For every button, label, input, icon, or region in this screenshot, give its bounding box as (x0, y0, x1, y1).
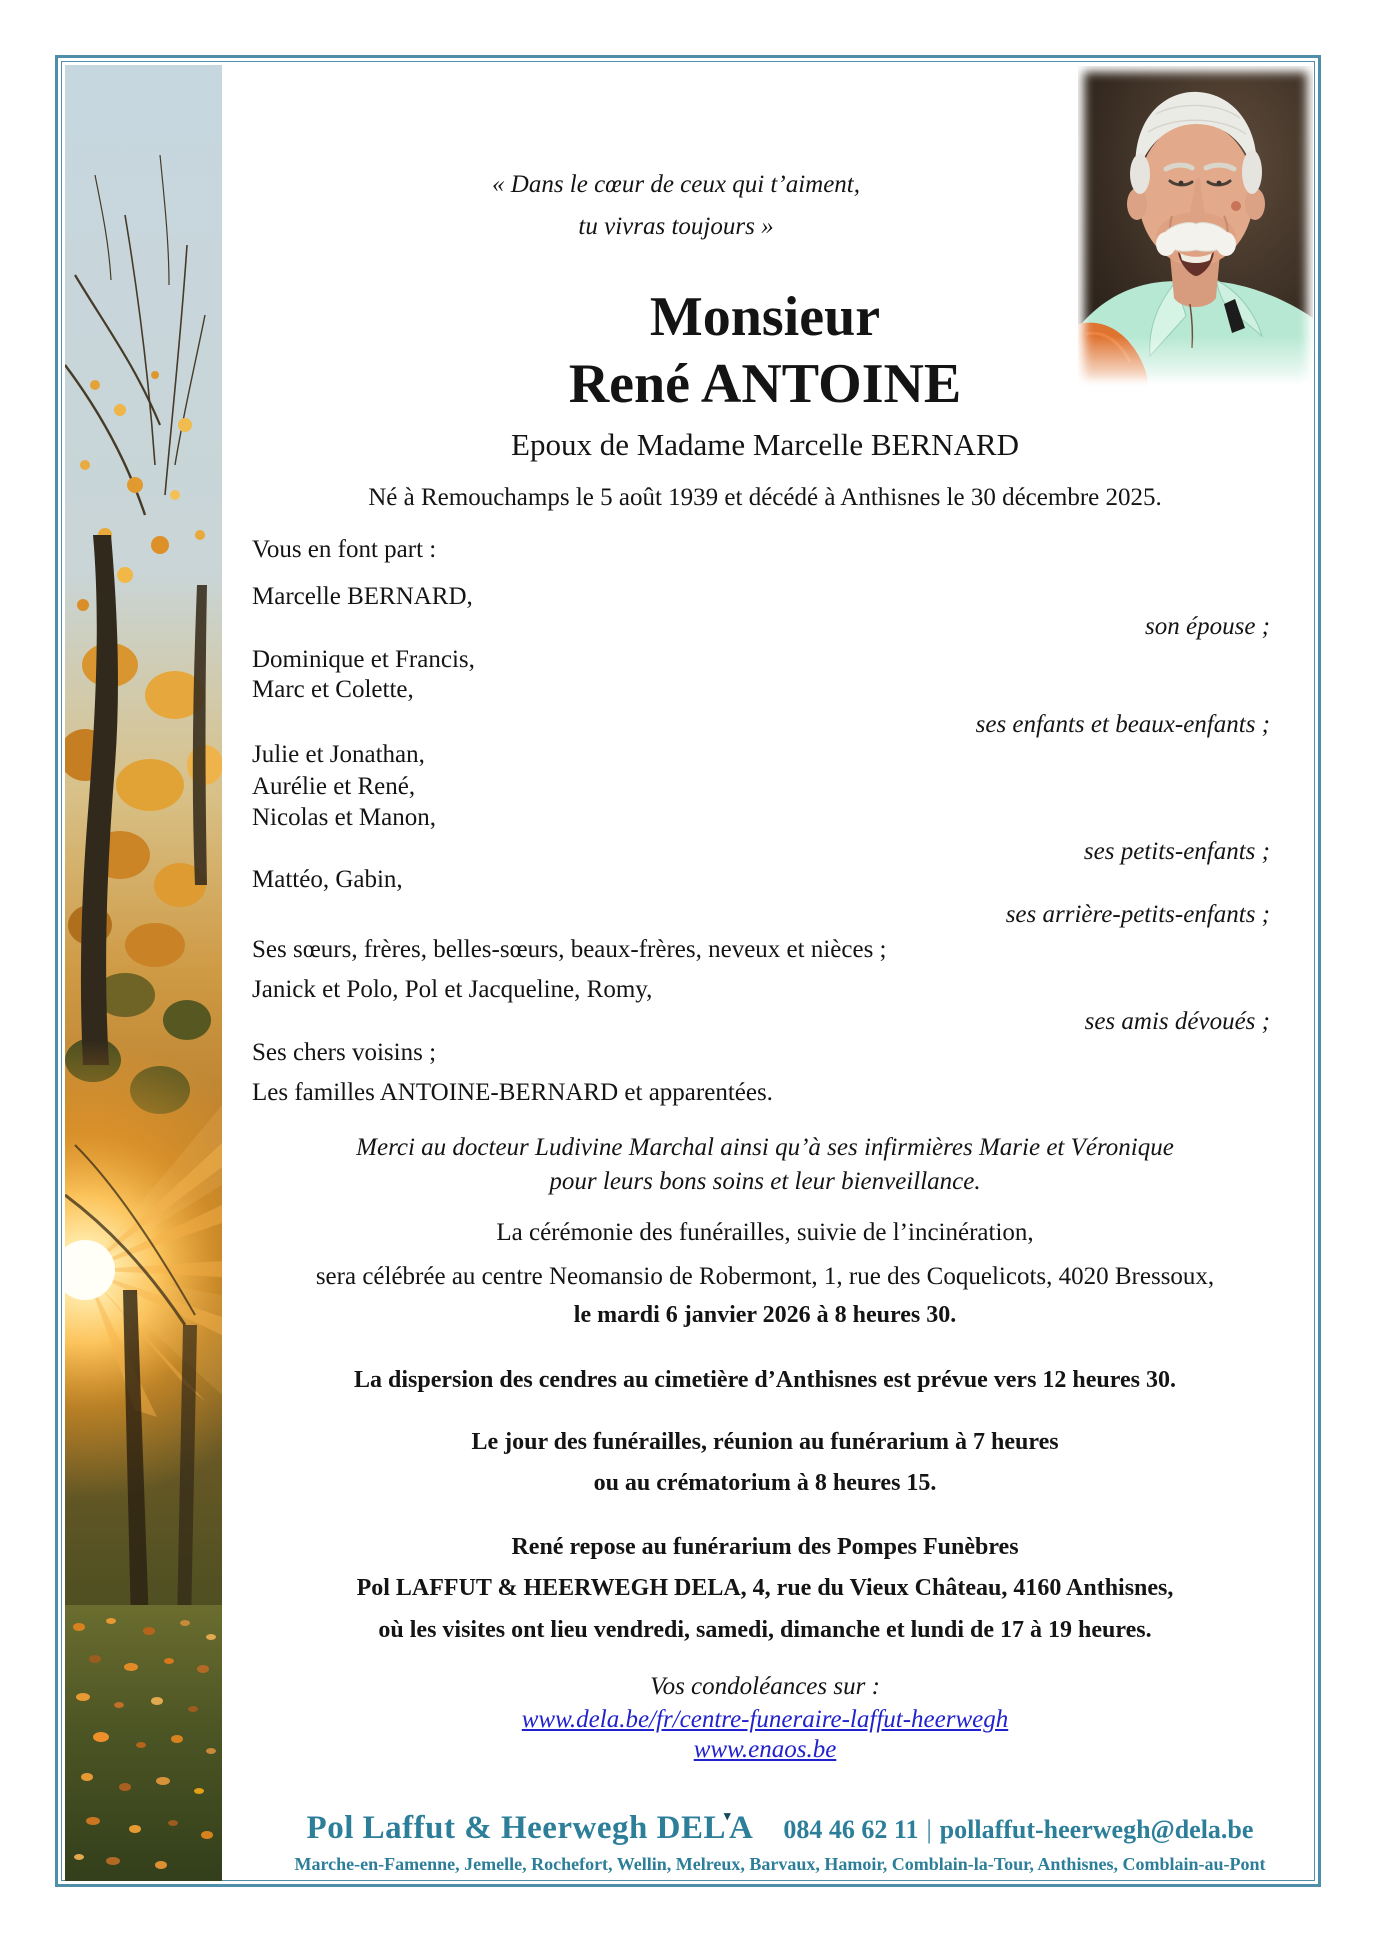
email-address: pollaffut-heerwegh@dela.be (939, 1815, 1254, 1844)
life-line: Né à Remouchamps le 5 août 1939 et décédé à Anthisnes le 30 décembre 2025. (368, 484, 1162, 511)
family-name-line: Julie et Jonathan, (252, 741, 425, 768)
quote-line-1: « Dans le cœur de ceux qui t’aiment, (492, 171, 860, 198)
condolences-link-dela[interactable]: www.dela.be/fr/centre-funeraire-laffut-heerwegh (521, 1706, 1009, 1733)
repose-line-1: René repose au funérarium des Pompes Funèbres (511, 1534, 1019, 1560)
family-name-line: Les familles ANTOINE-BERNARD et apparentées. (252, 1079, 773, 1106)
deceased-title: Monsieur (649, 286, 881, 348)
spouse-line: Epoux de Madame Marcelle BERNARD (511, 427, 1019, 462)
funeral-home-locations: Marche-en-Famenne, Jemelle, Rochefort, Wellin, Melreux, Barvaux, Hamoir, Comblain-la-Tour, Anthisnes, Comblain-au-Pont (294, 1854, 1266, 1874)
ceremony-intro-2: sera célébrée au centre Neomansio de Robermont, 1, rue des Coquelicots, 4020 Bressoux, (315, 1263, 1215, 1290)
family-role-line: son épouse ; (1145, 613, 1270, 640)
dela-logo-mark: ▾ (724, 1808, 732, 1823)
funeral-home-brandline (250, 1808, 1310, 1852)
repose-line-2: Pol LAFFUT & HEERWEGH DELA, 4, rue du Vieux Château, 4160 Anthisnes, (356, 1575, 1174, 1601)
funeral-home-contact (783, 1815, 1253, 1844)
deceased-name: René ANTOINE (568, 353, 962, 415)
meeting-line-2: ou au crématorium à 8 heures 15. (593, 1470, 937, 1496)
ceremony-intro-1: La cérémonie des funérailles, suivie de l’incinération, (496, 1219, 1034, 1246)
family-name-line: Marc et Colette, (252, 676, 414, 703)
family-role-line: ses amis dévoués ; (1084, 1008, 1270, 1035)
family-role-line: ses enfants et beaux-enfants ; (975, 711, 1270, 738)
separator: | (926, 1815, 932, 1844)
family-intro: Vous en font part : (252, 536, 437, 563)
condolences-label: Vos condoléances sur : (650, 1673, 880, 1700)
ceremony-datetime: le mardi 6 janvier 2026 à 8 heures 30. (573, 1302, 957, 1328)
family-name-line: Marcelle BERNARD, (252, 583, 473, 610)
family-role-line: ses petits-enfants ; (1083, 838, 1270, 865)
autumn-trees-photo (65, 65, 222, 1881)
repose-line-3: où les visites ont lieu vendredi, samedi, dimanche et lundi de 17 à 19 heures. (378, 1617, 1152, 1643)
thanks-line-1: Merci au docteur Ludivine Marchal ainsi qu’à ses infirmières Marie et Véronique (356, 1134, 1174, 1161)
family-name-line: Ses sœurs, frères, belles-sœurs, beaux-frères, neveux et nièces ; (252, 936, 887, 963)
thanks-line-2: pour leurs bons soins et leur bienveillance. (549, 1168, 981, 1195)
family-name-line: Aurélie et René, (252, 773, 416, 800)
phone-number: 084 46 62 11 (783, 1815, 919, 1844)
quote-line-2: tu vivras toujours » (578, 213, 774, 240)
ashes-dispersion: La dispersion des cendres au cimetière d’Anthisnes est prévue vers 12 heures 30. (354, 1367, 1176, 1393)
meeting-line-1: Le jour des funérailles, réunion au funérarium à 7 heures (471, 1429, 1059, 1455)
family-name-line: Janick et Polo, Pol et Jacqueline, Romy, (252, 976, 653, 1003)
condolences-link-enaos[interactable]: www.enaos.be (693, 1736, 837, 1763)
family-name-line: Nicolas et Manon, (252, 804, 436, 831)
family-name-line: Dominique et Francis, (252, 646, 475, 673)
family-role-line: ses arrière-petits-enfants ; (1005, 901, 1270, 928)
family-name-line: Ses chers voisins ; (252, 1039, 437, 1066)
family-name-line: Mattéo, Gabin, (252, 866, 403, 893)
funeral-home-logo: Pol Laffut & Heerwegh DEL▾A (306, 1808, 754, 1846)
